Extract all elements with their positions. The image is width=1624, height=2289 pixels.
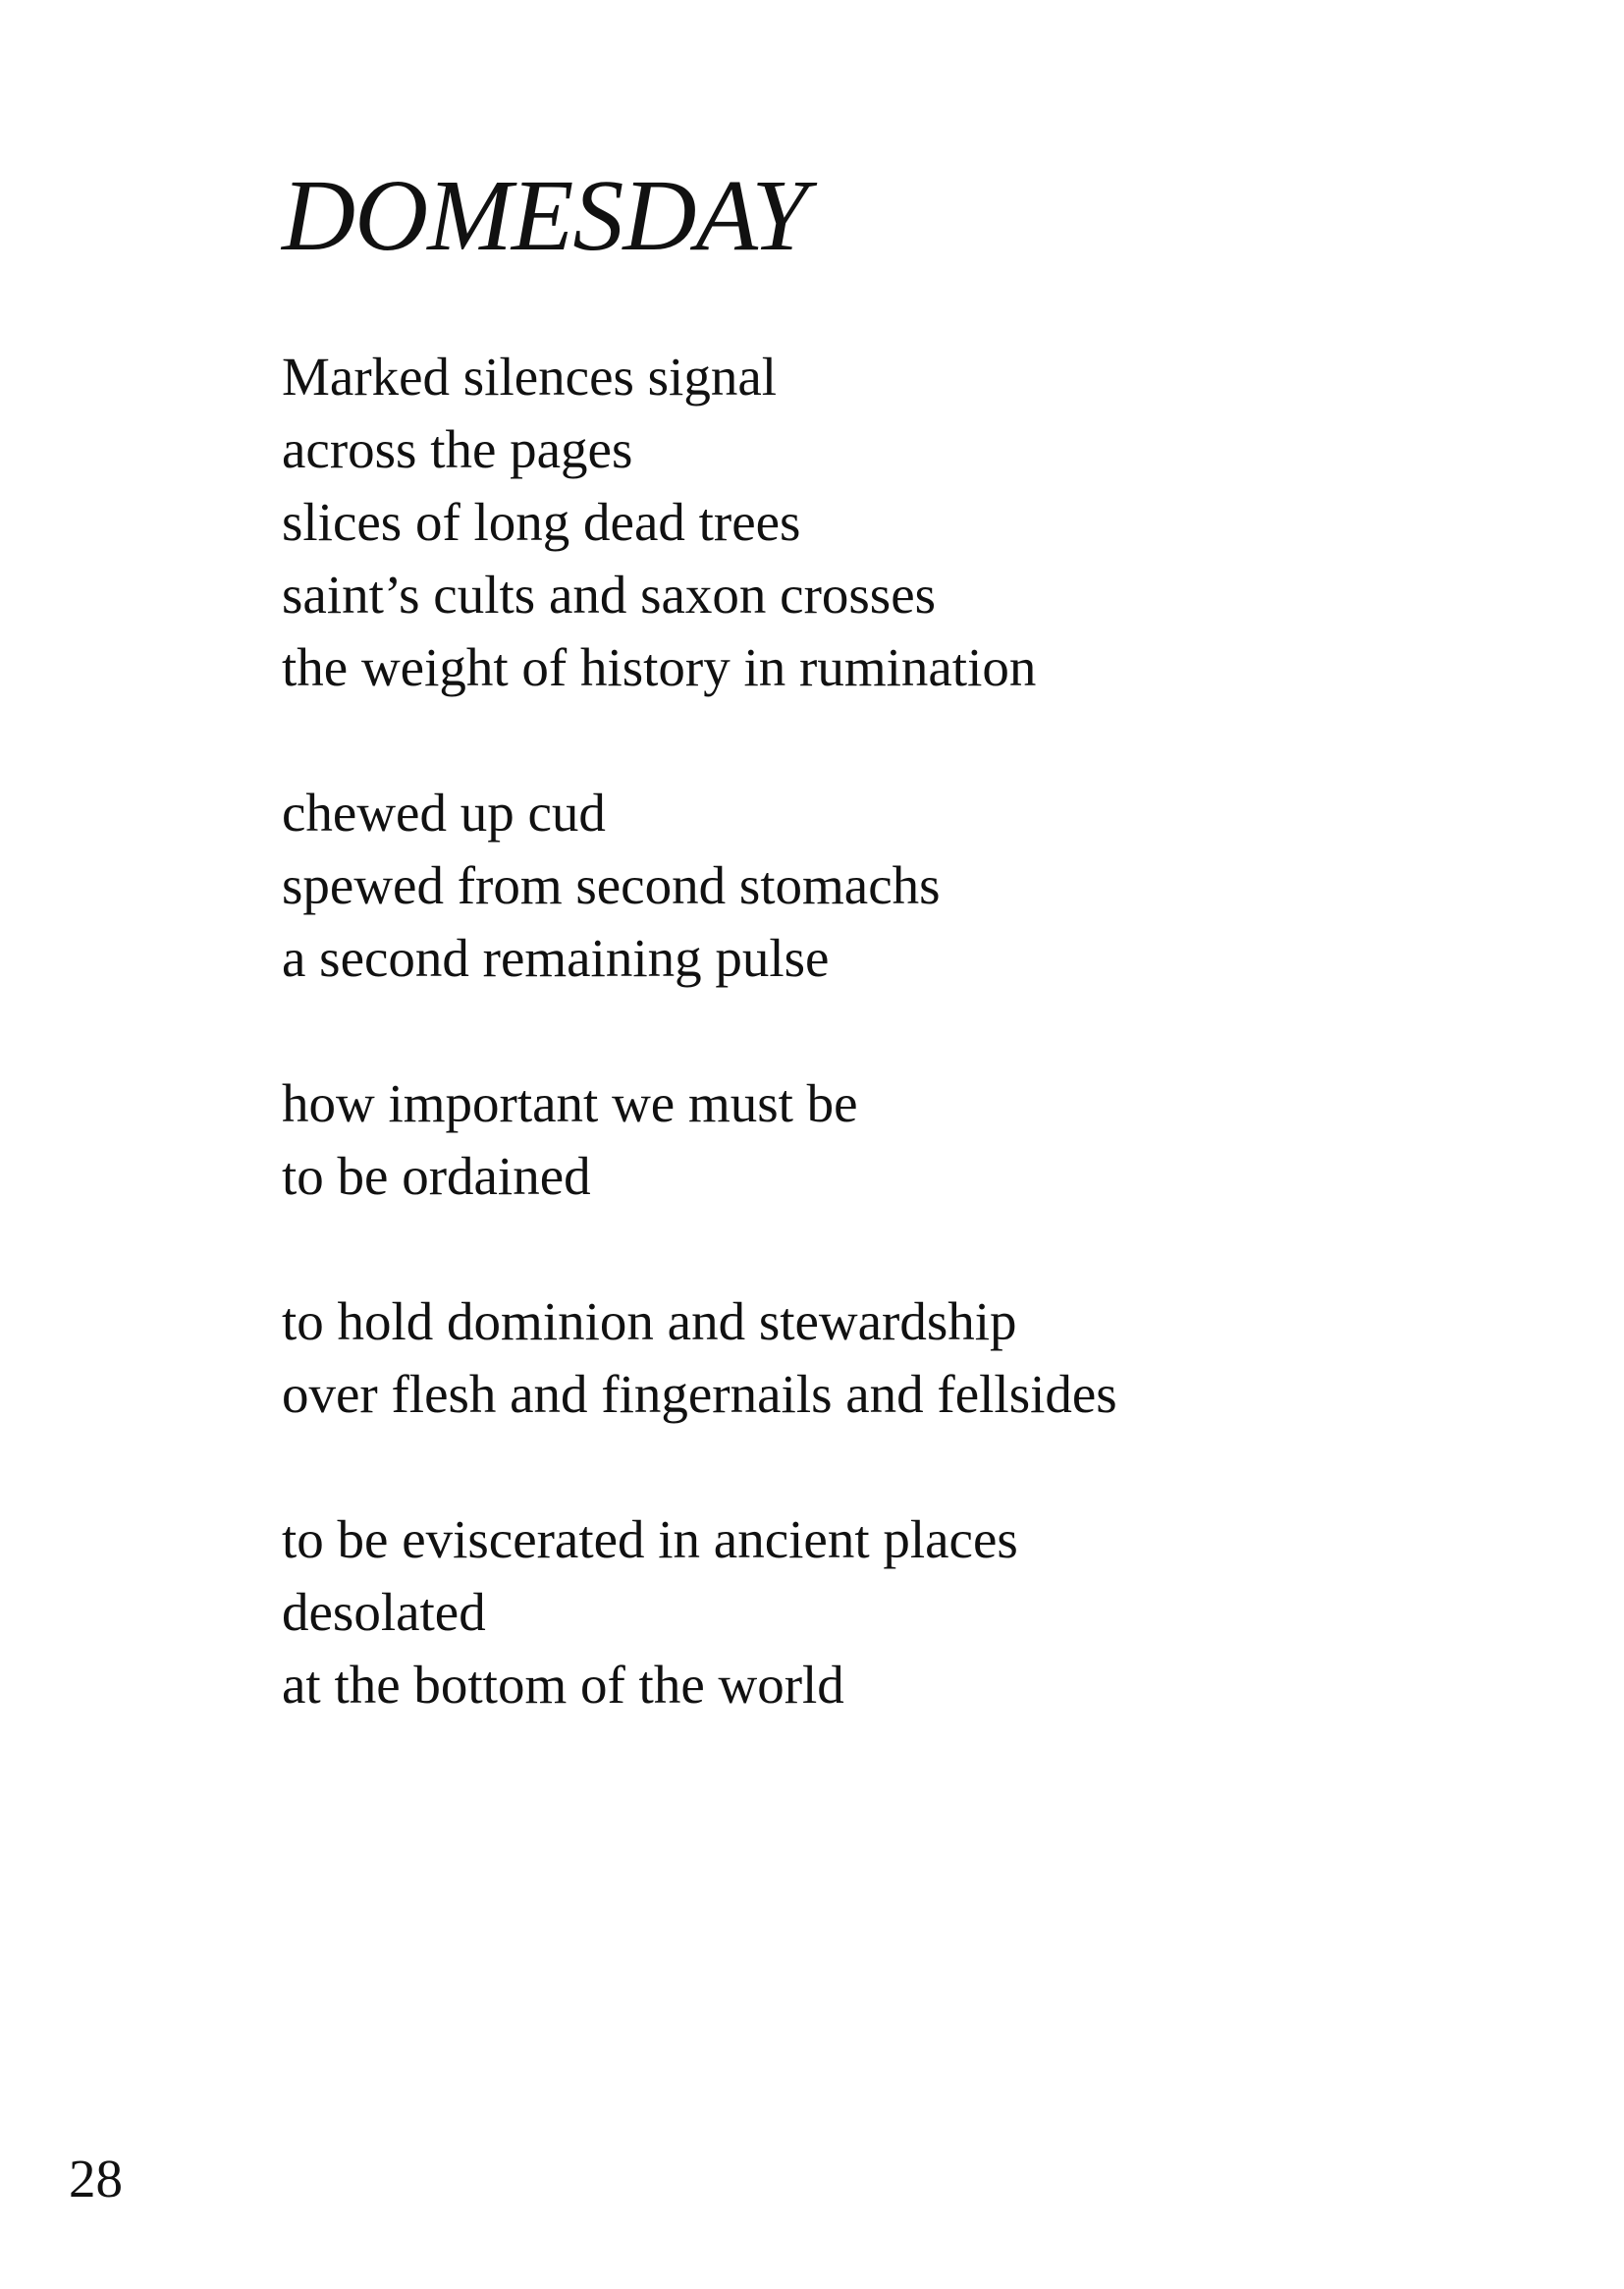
verse-line: saint’s cults and saxon crosses xyxy=(282,565,937,625)
verse-line: over flesh and fingernails and fellsides xyxy=(282,1364,1117,1424)
poem-title: DOMESDAY xyxy=(282,159,808,272)
verse-line: to be eviscerated in ancient places xyxy=(282,1509,1018,1569)
stanza-5 xyxy=(282,1503,1509,1721)
verse-line: chewed up cud xyxy=(282,783,606,843)
verse-line: Marked silences signal xyxy=(282,347,778,407)
poem-body xyxy=(282,341,1509,1721)
verse-line: to hold dominion and stewardship xyxy=(282,1291,1017,1351)
stanza-3 xyxy=(282,1067,1509,1213)
verse-line: the weight of history in rumination xyxy=(282,637,1037,697)
verse-line: across the pages xyxy=(282,419,633,479)
verse-line: to be ordained xyxy=(282,1146,591,1206)
verse-line: a second remaining pulse xyxy=(282,928,830,988)
verse-line: how important we must be xyxy=(282,1073,858,1133)
verse-line: slices of long dead trees xyxy=(282,492,801,552)
verse-line: spewed from second stomachs xyxy=(282,855,941,915)
stanza-2 xyxy=(282,777,1509,995)
verse-line: desolated xyxy=(282,1582,486,1642)
page-number: 28 xyxy=(69,2149,123,2208)
stanza-4 xyxy=(282,1285,1509,1431)
stanza-1 xyxy=(282,341,1509,704)
verse-line: at the bottom of the world xyxy=(282,1655,844,1715)
